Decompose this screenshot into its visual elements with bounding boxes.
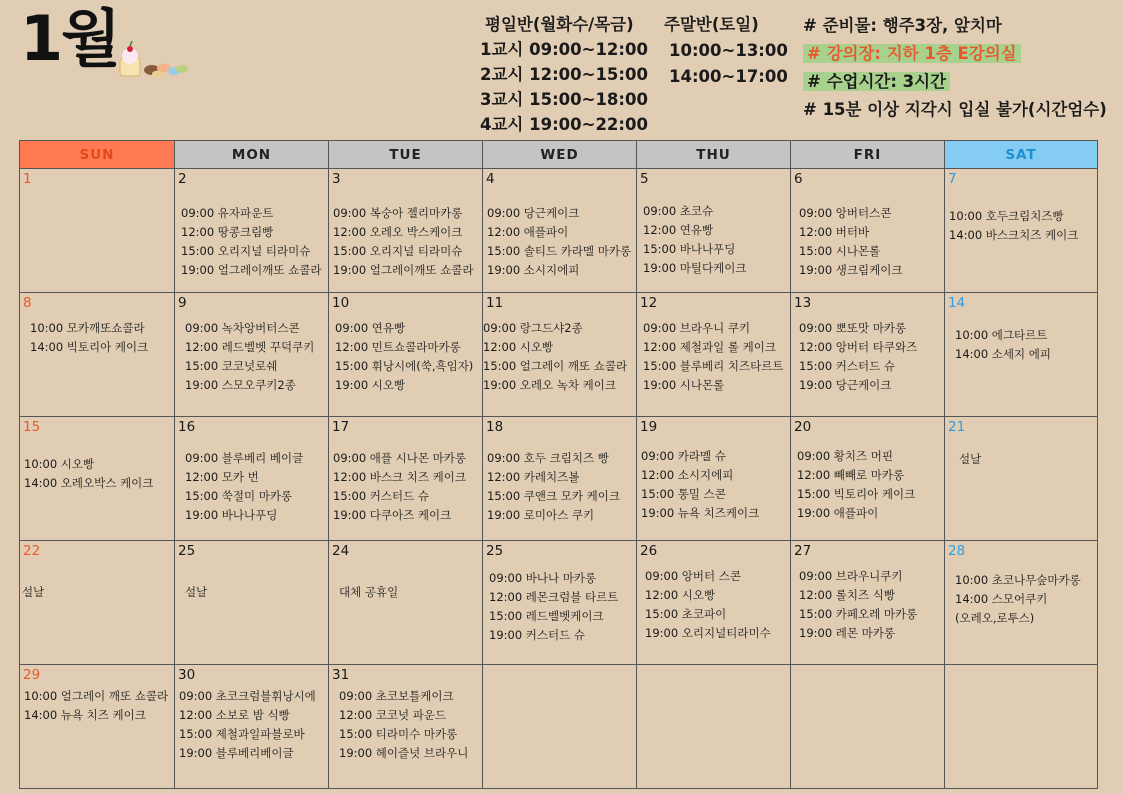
class-list	[643, 202, 790, 278]
day-number: 22	[23, 543, 41, 559]
class-item: 15:00 커스터드 슈	[799, 359, 895, 373]
class-list	[339, 687, 482, 763]
class-item: 09:00 랑그드샤2종	[483, 321, 583, 335]
class-item: 14:00 뉴욕 치즈 케이크	[24, 708, 146, 722]
day-number: 28	[948, 543, 966, 559]
class-list	[645, 567, 790, 643]
class-item: 12:00 코코넛 파운드	[339, 708, 447, 722]
day-number: 20	[794, 419, 812, 435]
day-number: 5	[640, 171, 649, 187]
class-item: 12:00 연유빵	[643, 223, 714, 237]
class-list	[641, 447, 790, 523]
class-item: 설날	[185, 585, 208, 599]
class-item: 12:00 시오빵	[483, 340, 554, 354]
day-number: 7	[948, 171, 957, 187]
class-item: 09:00 카라멜 슈	[641, 449, 726, 463]
class-item: 09:00 앙버터스콘	[799, 206, 892, 220]
class-item: 10:00 호두크림치즈빵	[949, 209, 1064, 223]
class-item: 10:00 초코나무숲마카롱	[955, 573, 1081, 587]
class-list	[959, 450, 1097, 469]
class-item: 09:00 브라우니쿠키	[799, 569, 903, 583]
calendar-day-cell	[945, 293, 1098, 417]
class-list	[179, 687, 328, 763]
class-item: 09:00 바나나 마카롱	[489, 571, 597, 585]
class-list	[339, 583, 482, 602]
class-item: 12:00 바스크 치즈 케이크	[333, 470, 466, 484]
weekend-schedule	[664, 12, 788, 89]
class-item: 대체 공휴일	[339, 585, 399, 599]
calendar-day-cell	[637, 417, 791, 541]
calendar-day-cell	[20, 665, 175, 789]
weekday-header-row	[20, 141, 1098, 169]
calendar-day-cell	[483, 665, 637, 789]
weekday-schedule	[480, 12, 648, 137]
day-number: 1	[23, 171, 32, 187]
class-item: 09:00 연유빵	[335, 321, 406, 335]
calendar-day-cell	[483, 417, 637, 541]
day-number: 31	[332, 667, 350, 683]
class-item: 09:00 앙버터 스콘	[645, 569, 741, 583]
weekday-header: 평일반(월화수/목금)	[485, 15, 634, 34]
class-list	[487, 204, 636, 280]
day-number: 14	[948, 295, 966, 311]
class-item: 14:00 소세지 에피	[955, 347, 1051, 361]
class-item: 15:00 레드벨벳케이크	[489, 609, 604, 623]
calendar-week-row	[20, 293, 1098, 417]
header-wed: WED	[483, 141, 637, 169]
day-number: 4	[486, 171, 495, 187]
class-item: 15:00 커스터드 슈	[333, 489, 429, 503]
class-item: 19:00 생크림케이크	[799, 263, 903, 277]
header-tue: TUE	[329, 141, 483, 169]
class-item: 09:00 뽀또맛 마카롱	[799, 321, 907, 335]
class-item: 설날	[22, 585, 45, 599]
class-item: 19:00 마틸다케이크	[643, 261, 747, 275]
class-list	[333, 204, 482, 280]
class-item: 09:00 복숭아 젤리마카롱	[333, 206, 463, 220]
weekday-slot: 1교시 09:00~12:00	[480, 40, 648, 59]
class-item: 10:00 얼그레이 깨또 쇼콜라	[24, 689, 169, 703]
day-number: 17	[332, 419, 350, 435]
class-list	[799, 567, 944, 643]
calendar-day-cell	[945, 417, 1098, 541]
day-number: 24	[332, 543, 350, 559]
class-item: 12:00 앙버터 타쿠와즈	[799, 340, 918, 354]
class-item: 15:00 얼그레이 깨또 쇼콜라	[483, 359, 628, 373]
calendar-table	[19, 140, 1098, 789]
calendar-day-cell	[175, 665, 329, 789]
class-item: 15:00 통밀 스콘	[641, 487, 726, 501]
class-item: 10:00 모카깨또쇼콜라	[30, 321, 145, 335]
header-fri: FRI	[791, 141, 945, 169]
class-item: 09:00 초코보틀케이크	[339, 689, 454, 703]
dessert-illustration	[118, 40, 190, 82]
header-thu: THU	[637, 141, 791, 169]
calendar-day-cell	[329, 665, 483, 789]
class-item: 12:00 빼빼로 마카롱	[797, 468, 905, 482]
calendar-day-cell	[637, 665, 791, 789]
class-item: 15:00 쿠앤크 모카 케이크	[487, 489, 620, 503]
calendar-day-cell	[791, 293, 945, 417]
class-item: 09:00 브라우니 쿠키	[643, 321, 751, 335]
class-item: (오레오,로투스)	[955, 611, 1035, 625]
class-list	[483, 319, 636, 395]
class-list	[24, 455, 174, 493]
class-item: 14:00 바스크치즈 케이크	[949, 228, 1079, 242]
class-item: 19:00 얼그레이깨또 쇼콜라	[333, 263, 474, 277]
header-sun: SUN	[20, 141, 175, 169]
calendar-day-cell	[483, 541, 637, 665]
class-list	[489, 569, 636, 645]
class-item: 15:00 초코파이	[645, 607, 727, 621]
calendar-day-cell	[637, 169, 791, 293]
class-list	[185, 583, 328, 602]
class-item: 12:00 애플파이	[487, 225, 569, 239]
day-number: 10	[332, 295, 350, 311]
class-item: 19:00 당근케이크	[799, 378, 892, 392]
class-item: 19:00 시오빵	[335, 378, 406, 392]
class-list	[643, 319, 790, 395]
class-item: 09:00 애플 시나몬 마카롱	[333, 451, 466, 465]
class-item: 12:00 땅콩크림빵	[181, 225, 274, 239]
class-list	[955, 326, 1097, 364]
class-item: 09:00 녹차앙버터스콘	[185, 321, 300, 335]
calendar-day-cell	[329, 169, 483, 293]
weekday-slot: 3교시 15:00~18:00	[480, 90, 648, 109]
class-list	[185, 319, 328, 395]
calendar-day-cell	[483, 293, 637, 417]
note-duration: # 수업시간: 3시간	[803, 72, 950, 91]
weekday-slot: 2교시 12:00~15:00	[480, 65, 648, 84]
class-list	[185, 449, 328, 525]
day-number: 27	[794, 543, 812, 559]
calendar-week-row	[20, 169, 1098, 293]
day-number: 21	[948, 419, 966, 435]
calendar-day-cell	[175, 293, 329, 417]
note-location: # 강의장: 지하 1층 E강의실	[803, 44, 1021, 63]
class-list	[30, 319, 174, 357]
class-item: 19:00 다쿠아즈 케이크	[333, 508, 452, 522]
class-item: 19:00 오레오 녹차 케이크	[483, 378, 616, 392]
calendar-day-cell	[791, 541, 945, 665]
class-item: 19:00 바나나푸딩	[185, 508, 278, 522]
class-item: 19:00 커스터드 슈	[489, 628, 585, 642]
calendar-day-cell	[945, 169, 1098, 293]
class-list	[487, 449, 636, 525]
calendar-day-cell	[329, 541, 483, 665]
class-item: 10:00 시오빵	[24, 457, 95, 471]
class-item: 12:00 시오빵	[645, 588, 716, 602]
class-item: 12:00 버터바	[799, 225, 870, 239]
class-item: 12:00 소보로 밤 식빵	[179, 708, 290, 722]
class-item: 12:00 카레치즈볼	[487, 470, 580, 484]
class-item: 19:00 블루베리베이글	[179, 746, 294, 760]
class-list	[799, 204, 944, 280]
calendar-day-cell	[945, 665, 1098, 789]
day-number: 29	[23, 667, 41, 683]
class-item: 12:00 오레오 박스케이크	[333, 225, 463, 239]
class-list	[797, 447, 944, 523]
day-number: 30	[178, 667, 196, 683]
day-number: 3	[332, 171, 341, 187]
class-item: 09:00 유자파운트	[181, 206, 274, 220]
class-item: 12:00 레드벨벳 꾸덕쿠키	[185, 340, 315, 354]
calendar-day-cell	[791, 417, 945, 541]
note-materials: # 준비물: 행주3장, 앞치마	[803, 16, 1002, 35]
day-number: 18	[486, 419, 504, 435]
calendar-day-cell	[175, 417, 329, 541]
day-number: 11	[486, 295, 504, 311]
class-list	[799, 319, 944, 395]
day-number: 25	[486, 543, 504, 559]
class-item: 14:00 빅토리아 케이크	[30, 340, 149, 354]
class-item: 12:00 모카 번	[185, 470, 259, 484]
class-item: 09:00 블루베리 베이글	[185, 451, 304, 465]
day-number: 19	[640, 419, 658, 435]
class-item: 19:00 얼그레이깨또 쇼콜라	[181, 263, 322, 277]
weekend-header: 주말반(토일)	[664, 15, 759, 34]
class-item: 15:00 시나몬롤	[799, 244, 881, 258]
class-item: 19:00 스모오쿠키2종	[185, 378, 296, 392]
class-item: 19:00 시나몬롤	[643, 378, 725, 392]
class-item: 설날	[959, 452, 982, 466]
calendar-day-cell	[20, 169, 175, 293]
class-item: 09:00 당근케이크	[487, 206, 580, 220]
calendar-day-cell	[175, 541, 329, 665]
class-item: 12:00 소시지에피	[641, 468, 734, 482]
calendar-day-cell	[175, 169, 329, 293]
calendar-day-cell	[945, 541, 1098, 665]
calendar-week-row	[20, 541, 1098, 665]
day-number: 9	[178, 295, 187, 311]
day-number: 25	[178, 543, 196, 559]
class-list	[333, 449, 482, 525]
calendar-day-cell	[791, 169, 945, 293]
day-number: 26	[640, 543, 658, 559]
day-number: 8	[23, 295, 32, 311]
header-mon: MON	[175, 141, 329, 169]
day-number: 12	[640, 295, 658, 311]
class-item: 15:00 솔티드 카라멜 마카롱	[487, 244, 632, 258]
class-item: 15:00 코코넛로쉐	[185, 359, 278, 373]
class-item: 19:00 헤이즐넛 브라우니	[339, 746, 469, 760]
calendar-day-cell	[483, 169, 637, 293]
calendar-day-cell	[637, 541, 791, 665]
class-item: 19:00 소시지에피	[487, 263, 580, 277]
class-item: 14:00 스모어쿠키	[955, 592, 1048, 606]
calendar-week-row	[20, 417, 1098, 541]
calendar-day-cell	[20, 417, 175, 541]
class-item: 15:00 휘낭시에(쑥,흑임자)	[335, 359, 474, 373]
calendar-day-cell	[637, 293, 791, 417]
class-list	[955, 571, 1097, 628]
class-item: 15:00 빅토리아 케이크	[797, 487, 916, 501]
note-late-policy: # 15분 이상 지각시 입실 불가(시간엄수)	[803, 100, 1107, 119]
class-item: 19:00 애플파이	[797, 506, 879, 520]
day-number: 16	[178, 419, 196, 435]
class-item: 14:00 오레오박스 케이크	[24, 476, 154, 490]
class-item: 10:00 에그타르트	[955, 328, 1048, 342]
class-notes	[803, 12, 1107, 124]
class-item: 15:00 쑥절미 마카롱	[185, 489, 293, 503]
class-item: 15:00 제철과일파블로바	[179, 727, 305, 741]
class-item: 09:00 호두 크림치즈 빵	[487, 451, 609, 465]
class-item: 12:00 롤치즈 식빵	[799, 588, 895, 602]
calendar-week-row	[20, 665, 1098, 789]
class-item: 15:00 티라미수 마카롱	[339, 727, 458, 741]
class-list	[181, 204, 328, 280]
calendar-day-cell	[329, 293, 483, 417]
calendar-day-cell	[791, 665, 945, 789]
class-list	[335, 319, 482, 395]
calendar-day-cell	[329, 417, 483, 541]
day-number: 13	[794, 295, 812, 311]
class-item: 12:00 레몬크럼블 타르트	[489, 590, 619, 604]
class-item: 19:00 로미아스 쿠키	[487, 508, 595, 522]
class-list	[949, 207, 1097, 245]
day-number: 2	[178, 171, 187, 187]
class-list	[22, 583, 174, 602]
class-list	[24, 687, 174, 725]
class-item: 15:00 카페오레 마카롱	[799, 607, 918, 621]
day-number: 15	[23, 419, 41, 435]
weekday-slot: 4교시 19:00~22:00	[480, 115, 648, 134]
weekend-slot: 14:00~17:00	[669, 67, 788, 86]
class-item: 09:00 황치즈 머핀	[797, 449, 893, 463]
class-item: 12:00 민트쇼콜라마카롱	[335, 340, 461, 354]
weekend-slot: 10:00~13:00	[669, 41, 788, 60]
class-item: 19:00 레몬 마카롱	[799, 626, 895, 640]
class-item: 09:00 초코크럼블휘낭시에	[179, 689, 316, 703]
calendar-day-cell	[20, 541, 175, 665]
class-item: 09:00 초코슈	[643, 204, 714, 218]
day-number: 6	[794, 171, 803, 187]
class-item: 15:00 블루베리 치즈타르트	[643, 359, 784, 373]
class-item: 15:00 바나나푸딩	[643, 242, 736, 256]
class-item: 19:00 뉴욕 치즈케이크	[641, 506, 760, 520]
header-sat: SAT	[945, 141, 1098, 169]
class-item: 15:00 오리지널 티라미슈	[333, 244, 463, 258]
class-item: 12:00 제철과일 롤 케이크	[643, 340, 776, 354]
class-item: 19:00 오리지널티라미수	[645, 626, 771, 640]
class-item: 15:00 오리지널 티라미슈	[181, 244, 311, 258]
page-title: 1월	[20, 2, 120, 75]
calendar-day-cell	[20, 293, 175, 417]
